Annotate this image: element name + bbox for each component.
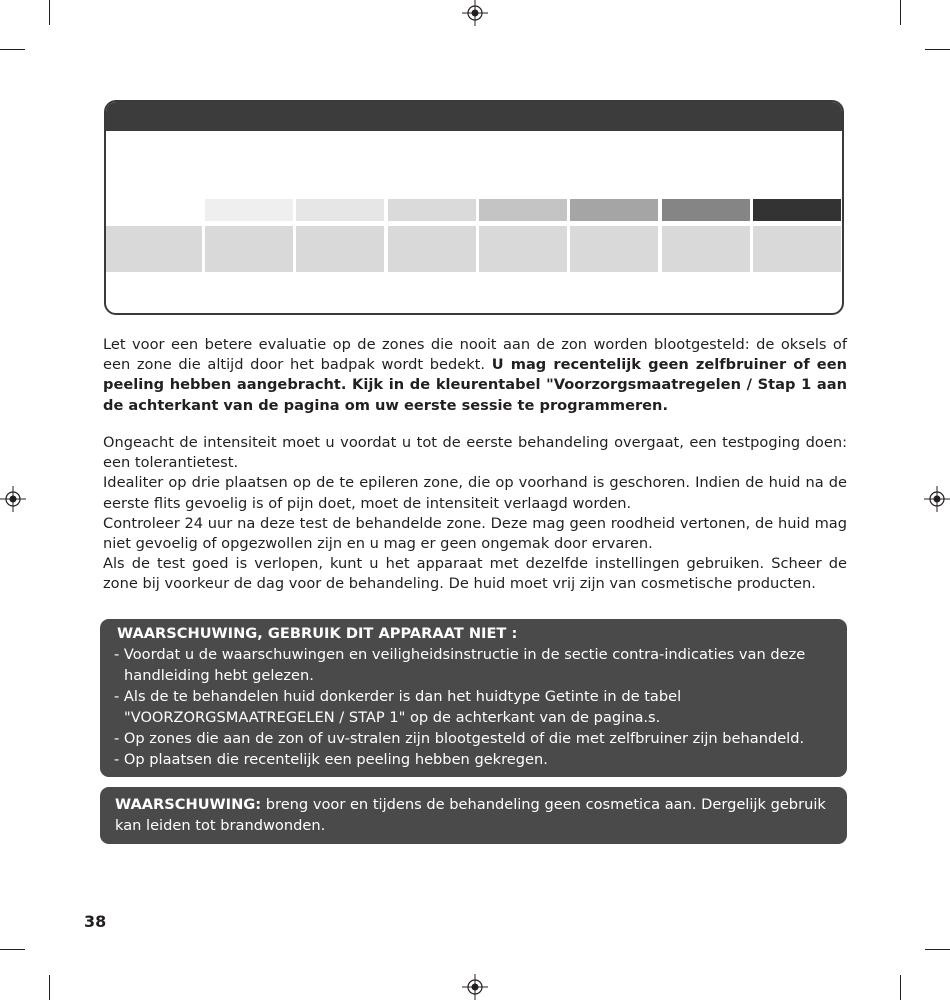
warning-item-text: - Voordat u de waarschuwingen en veiligheidsinstructie in de sectie contra-indicaties van deze [114, 646, 806, 663]
tone-swatch [662, 199, 750, 221]
warning-item-text: handleiding hebt gelezen. [124, 667, 314, 684]
warning-item [100, 644, 847, 686]
warning-item-text: - Op zones die aan de zon of uv-stralen zijn blootgesteld of die met zelfbruiner zijn behandeld. [114, 730, 805, 747]
warning-item [100, 686, 847, 728]
tone-swatch [753, 199, 841, 221]
warning-item-text: - Als de te behandelen huid donkerder is dan het huidtype Getinte in de tabel [114, 688, 682, 705]
tone-label-cell [662, 226, 750, 272]
tone-swatch [205, 199, 293, 221]
crop-mark [0, 49, 25, 50]
tone-label-cell [753, 226, 841, 272]
tone-swatch [388, 199, 476, 221]
tone-label-cell [388, 226, 476, 272]
registration-mark-icon [924, 486, 950, 512]
crop-mark [925, 49, 950, 50]
warning-item [100, 728, 847, 749]
warning-box-cosmetics [100, 787, 847, 844]
tone-swatch [296, 199, 384, 221]
tone-label-cell [570, 226, 658, 272]
warning-text: breng voor en tijdens de behandeling geen cosmetica aan. Dergelijk gebruik kan leiden tot brandwonden. [115, 796, 826, 834]
warning-item-text: - Op plaatsen die recentelijk een peeling hebben gekregen. [114, 751, 548, 768]
page-number: 38 [84, 912, 107, 931]
crop-mark [925, 949, 950, 950]
tone-table-header [106, 102, 842, 131]
registration-mark-icon [462, 0, 488, 26]
warning-title: WAARSCHUWING, GEBRUIK DIT APPARAAT NIET : [117, 625, 518, 642]
test-section [103, 433, 847, 595]
tone-swatch [570, 199, 658, 221]
tone-label-cell [205, 226, 293, 272]
crop-mark [0, 949, 25, 950]
warning-item [100, 749, 847, 770]
registration-mark-icon [0, 486, 26, 512]
test-paragraph-2: Idealiter op drie plaatsen op de te epileren zone, die op voorhand is geschoren. Indien de huid na de eerste flits gevoelig is of pijn doet, moet de intensiteit verlaagd worden. [103, 474, 847, 512]
crop-mark [49, 0, 50, 25]
registration-mark-icon [462, 974, 488, 1000]
tone-row-header-cell [106, 226, 202, 272]
skin-tone-table [104, 100, 844, 315]
test-paragraph-1: Ongeacht de intensiteit moet u voordat u tot de eerste behandeling overgaat, een testpoging doen: een tolerantietest. [103, 434, 847, 472]
crop-mark [49, 975, 50, 1000]
warning-item-text: "VOORZORGSMAATREGELEN / STAP 1" op de achterkant van de pagina.s. [124, 709, 661, 726]
test-paragraph-4: Als de test goed is verlopen, kunt u het apparaat met dezelfde instellingen gebruiken. Scheer de zone bij voorkeur de dag voor de behandeling. De huid moet vrij zijn van cosmetische producten. [103, 555, 847, 593]
tone-label-cell [296, 226, 384, 272]
crop-mark [900, 0, 901, 25]
intro-paragraph [103, 335, 847, 416]
intro-bold-text: U mag recentelijk geen zelfbruiner of een peeling hebben aangebracht. Kijk in de kleurentabel "Voorzorgsmaatregelen / Stap 1 aan de achterkant van de pagina om uw eerste sessie te programmeren. [103, 356, 847, 414]
warning-label: WAARSCHUWING: [115, 796, 262, 813]
tone-swatch [479, 199, 567, 221]
test-paragraph-3: Controleer 24 uur na deze test de behandelde zone. Deze mag geen roodheid vertonen, de huid mag niet gevoelig of opgezwollen zijn en u mag er geen ongemak door ervaren. [103, 514, 847, 553]
crop-mark [900, 975, 901, 1000]
warning-box-contraindications [100, 619, 847, 777]
tone-label-cell [479, 226, 567, 272]
intro-text: Let voor een betere evaluatie op de zones die nooit aan de zon worden blootgesteld: de oksels of een zone die altijd door het badpak wordt bedekt. [103, 336, 847, 374]
